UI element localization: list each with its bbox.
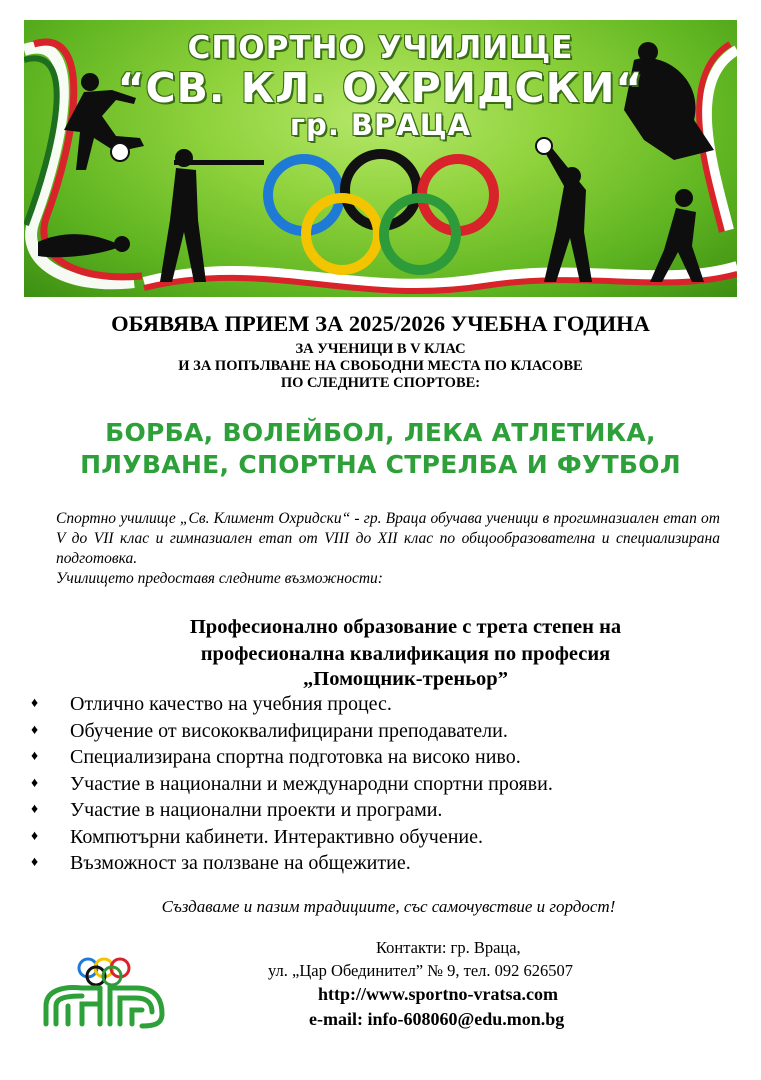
list-item: [28, 771, 553, 798]
profession-line2: професионална квалификация по професия: [200, 643, 611, 665]
benefit-text: Компютърни кабинети. Интерактивно обучение.: [70, 825, 483, 848]
benefits-list: [28, 691, 553, 877]
school-banner: [24, 20, 737, 297]
list-item: [28, 850, 553, 877]
diamond-bullet-icon: ♦: [31, 749, 39, 764]
list-item: [28, 691, 553, 718]
benefit-text: Обучение от висококвалифицирани преподаватели.: [70, 719, 508, 742]
headline-sub2: И ЗА ПОПЪЛВАНЕ НА СВОБОДНИ МЕСТА ПО КЛАСОВЕ: [178, 358, 583, 374]
diamond-bullet-icon: ♦: [31, 775, 39, 791]
contacts-line1: Контакти: гр. Враца,: [376, 938, 521, 957]
diamond-bullet-icon: ♦: [31, 696, 39, 711]
diamond-bullet-icon: ♦: [31, 855, 39, 870]
headline-sub3: ПО СЛЕДНИТЕ СПОРТОВЕ:: [280, 375, 481, 391]
website-link[interactable]: http://www.sportno-vratsa.com: [318, 984, 558, 1004]
benefit-text: Възможност за ползване на общежитие.: [70, 852, 411, 874]
banner-title-line1: СПОРТНО УЧИЛИЩЕ: [187, 30, 574, 66]
sports-line1: БОРБА, ВОЛЕЙБОЛ, ЛЕКА АТЛЕТИКА,: [105, 418, 656, 447]
list-item: [28, 718, 553, 745]
diamond-bullet-icon: ♦: [31, 828, 39, 844]
headline-sub1: ЗА УЧЕНИЦИ В V КЛАС: [295, 341, 466, 357]
intro-paragraph: Спортно училище „Св. Климент Охридски“ - гр. Враца обучава ученици в прогимназиален етап от V до VII клас и гимназиален етап от VIII до XII клас по общообразователна и специализирана подготовка.: [56, 510, 720, 567]
email-link[interactable]: e-mail: info-608060@edu.mon.bg: [309, 1009, 565, 1029]
intro-opportunities: Училището предоставя следните възможности:: [56, 570, 383, 587]
banner-title-line2: “СВ. КЛ. ОХРИДСКИ“: [117, 64, 644, 112]
olympic-rings: [268, 154, 494, 270]
school-intro: [56, 509, 720, 589]
benefit-text: Участие в национални и международни спортни прояви.: [70, 772, 553, 795]
school-motto: Създаваме и пазим традициите, със самочувствие и гордост!: [161, 897, 616, 916]
contacts-address: ул. „Цар Обединител” № 9, тел. 092 626507: [268, 961, 574, 980]
benefit-text: Специализирана спортна подготовка на високо ниво.: [70, 746, 521, 768]
sports-line2: ПЛУВАНЕ, СПОРТНА СТРЕЛБА И ФУТБОЛ: [80, 450, 681, 479]
banner-title-line3: гр. ВРАЦА: [289, 108, 472, 142]
benefit-text: Участие в национални проекти и програми.: [70, 799, 443, 821]
list-item: [28, 744, 553, 771]
profession-line3: „Помощник-треньор”: [303, 668, 508, 690]
profession-line1: Професионално образование с трета степен на: [189, 616, 622, 638]
school-emblem-rings-logo: [42, 954, 172, 1034]
diamond-bullet-icon: ♦: [31, 802, 39, 817]
list-item: [28, 797, 553, 824]
benefit-text: Отлично качество на учебния процес.: [70, 693, 392, 715]
admission-headline: ОБЯВЯВА ПРИЕМ ЗА 2025/2026 УЧЕБНА ГОДИНА: [111, 311, 650, 336]
diamond-bullet-icon: ♦: [31, 722, 39, 738]
list-item: [28, 824, 553, 851]
